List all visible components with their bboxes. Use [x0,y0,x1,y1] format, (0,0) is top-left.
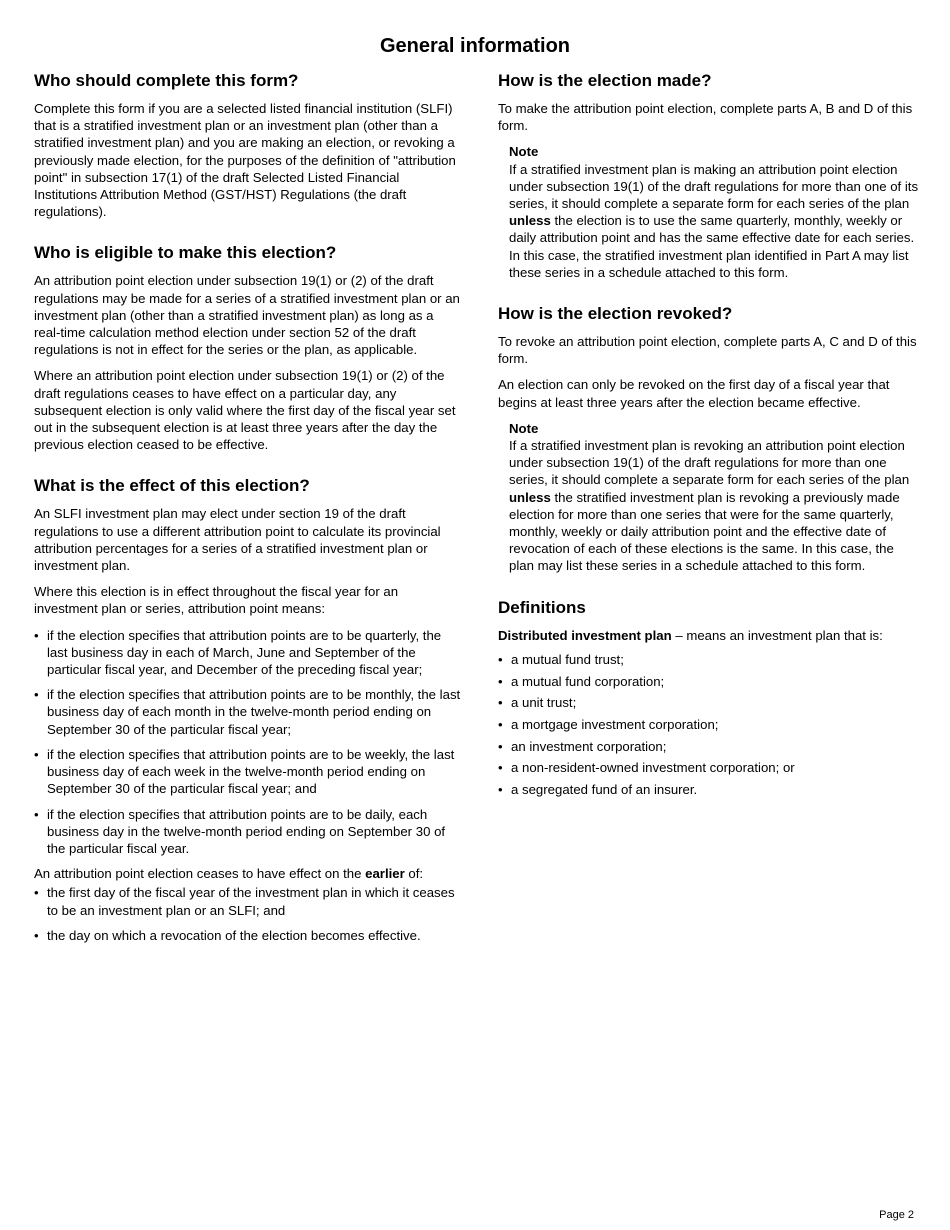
list-item: • a unit trust; [498,694,920,711]
note-emphasis: unless [509,213,551,229]
list-item: • the first day of the fiscal year of the investment plan in which it ceases to be an investment plan or an SLFI; and [34,884,462,918]
who-paragraph: Complete this form if you are a selected listed financial institution (SLFI) that is a stratified investment plan or an investment plan (other than a stratified investment plan) and you are making an election, or revoking a previously made election, for the purposes of the definition of "attribution point" in subsection 17(1) of the draft Selected Listed Financial Institutions Attribution Method (GST/HST) Regulations (the draft regulations). [34,101,456,220]
definition-text: – means an investment plan that is: [671,627,883,643]
eligible-paragraph-1: An attribution point election under subsection 19(1) or (2) of the draft regulations may be made for a series of a stratified investment plan or an investment plan (other than a stratified investment plan) as long as a real-time calculation method election under section 52 of the draft regulations is not in effect for the series or the plan, as applicable. [34,273,460,358]
section-definitions [498,597,920,799]
list-item: • if the election specifies that attribution points are to be monthly, the last business day of each month in the twelve-month period ending on September 30 of the particular fiscal year; [34,686,462,738]
heading-who-should-complete: Who should complete this form? [34,71,299,90]
page-title: General information [379,35,571,57]
note-emphasis: unless [509,489,551,505]
note-text-before: If a stratified investment plan is revoking an attribution point election under subsection 19(1) of the draft regulations for more than one series, it should complete a separate form for each series of the plan [509,438,910,488]
list-item: • if the election specifies that attribution points are to be daily, each business day in the twelve-month period ending on September 30 of the particular fiscal year. [34,806,462,858]
definition-paragraph [498,627,920,644]
list-item: • if the election specifies that attribution points are to be quarterly, the last business day in each of March, June and September of the particular fiscal year, and December of the preceding fiscal year; [34,627,462,679]
heading-election-revoked: How is the election revoked? [498,304,733,324]
list-item: • a segregated fund of an insurer. [498,781,920,798]
note-text [509,437,920,575]
section-who-should-complete [34,70,462,220]
heading-election-made: How is the election made? [498,71,712,90]
section-effect-of-election [34,475,462,943]
note-text-after: the election is to use the same quarterly, monthly, weekly or daily attribution point and has the same effective date for each series. In this case, the stratified investment plan identified in Part A may list these series in a schedule attached to this form. [509,213,915,280]
list-item: • a mutual fund trust; [498,651,920,668]
page-number: Page 2 [879,1209,914,1221]
ceases-emphasis: earlier [365,866,405,882]
note-text-after: the stratified investment plan is revoking a previously made election for more than one series that were for the same quarterly, monthly, weekly or daily attribution point and the effective date of revocation of each of these elections is the same. In this case, the plan may list these series in a schedule attached to this form. [509,489,900,574]
definition-term: Distributed investment plan [498,627,672,643]
list-item: • a non-resident-owned investment corporation; or [498,759,920,776]
heading-who-is-eligible: Who is eligible to make this election? [34,243,337,263]
definitions-list [498,651,920,798]
heading-definitions: Definitions [498,597,586,617]
note-title: Note [509,420,539,436]
ceases-text-before: An attribution point election ceases to have effect on the [34,866,366,882]
list-item: • an investment corporation; [498,738,920,755]
ceases-list [34,884,462,944]
effect-paragraph-1: An SLFI investment plan may elect under section 19 of the draft regulations to use a different attribution point to calculate its provincial attribution percentages for a series of a stratified investment plan or investment plan. [34,506,441,574]
eligible-paragraph-2: Where an attribution point election under subsection 19(1) or (2) of the draft regulations ceases to have effect on a particular day, any subsequent election is only valid where the first day of the fiscal year set out in the subsequent election is at least three years after the day the previous election ceased to be effective. [34,368,456,453]
right-column [498,70,920,820]
effect-paragraph-2: Where this election is in effect throughout the fiscal year for an investment plan or series, attribution point means: [34,584,399,617]
ceases-paragraph [34,865,462,882]
list-item: • if the election specifies that attribution points are to be weekly, the last business day of each week in the twelve-month period ending on September 30 of the particular fiscal year; and [34,746,462,798]
left-column [34,70,462,966]
list-item: • a mortgage investment corporation; [498,716,920,733]
revoked-paragraph-2: An election can only be revoked on the first day of a fiscal year that begins at least three years after the election became effective. [498,377,890,410]
made-paragraph: To make the attribution point election, complete parts A, B and D of this form. [498,101,913,134]
made-note [509,143,920,281]
heading-effect-of-election: What is the effect of this election? [34,476,310,496]
list-item: • the day on which a revocation of the election becomes effective. [34,927,462,944]
section-who-is-eligible [34,242,462,453]
revoked-note [509,420,920,575]
section-election-revoked [498,303,920,575]
attribution-point-list [34,627,462,857]
note-text [509,161,920,281]
revoked-paragraph-1: To revoke an attribution point election, complete parts A, C and D of this form. [498,334,917,367]
ceases-text-after: of: [404,866,424,882]
note-text-before: If a stratified investment plan is making an attribution point election under subsection 19(1) of the draft regulations for more than one of its series, it should complete a separate form for each series of the plan [509,161,919,212]
list-item: • a mutual fund corporation; [498,673,920,690]
note-title: Note [509,144,539,160]
section-election-made [498,70,920,281]
